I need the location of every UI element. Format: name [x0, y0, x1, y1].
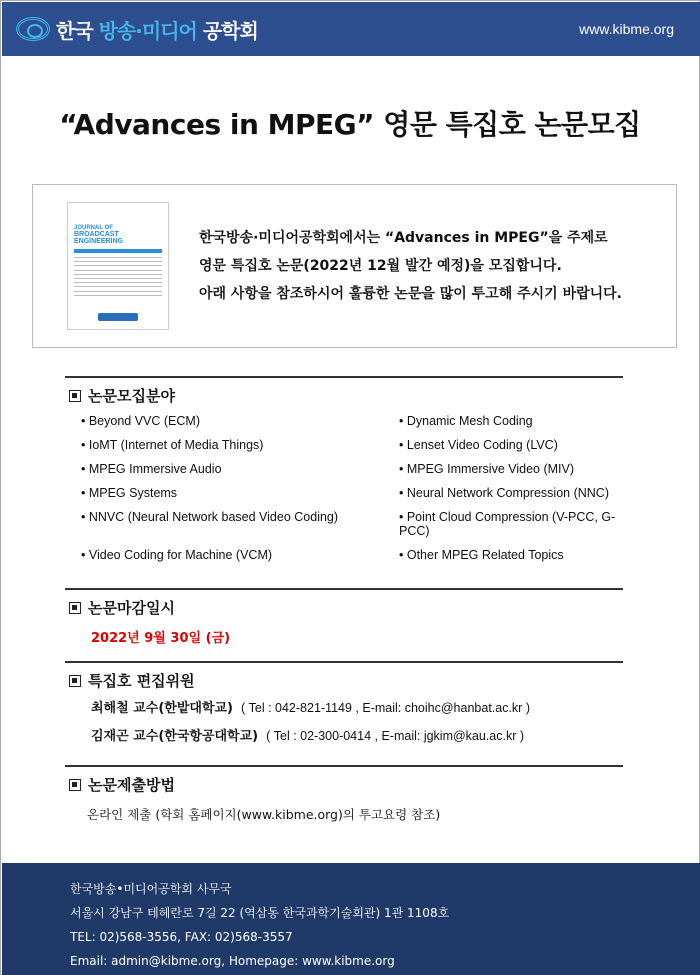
section-title: 논문제출방법 — [88, 776, 175, 794]
topic-item: • Dynamic Mesh Coding — [399, 414, 533, 428]
footer-line: Email: admin@kibme.org, Homepage: www.kibme.org — [70, 954, 395, 968]
footer-line: TEL: 02)568-3556, FAX: 02)568-3557 — [70, 930, 293, 944]
editor-row — [91, 701, 623, 716]
cover-logo-icon — [98, 313, 138, 321]
square-bullet-icon — [69, 390, 81, 402]
website-link[interactable]: www.kibme.org — [579, 21, 674, 37]
editor-name: 김재곤 교수(한국항공대학교) — [91, 729, 259, 744]
topic-item: • MPEG Immersive Audio — [81, 462, 222, 476]
cover-title: BROADCAST ENGINEERING — [74, 231, 124, 245]
topic-item: • MPEG Immersive Video (MIV) — [399, 462, 575, 476]
topic-item: • Lenset Video Coding (LVC) — [399, 438, 558, 452]
editor-contact: ( Tel : 02-300-0414 , E-mail: jgkim@kau.ac.kr ) — [266, 729, 525, 743]
header-bar — [2, 2, 700, 56]
editor-contact: ( Tel : 042-821-1149 , E-mail: choihc@hanbat.ac.kr ) — [241, 701, 530, 715]
submission-text: 온라인 제출 (학회 홈페이지(www.kibme.org)의 투고요령 참조) — [87, 807, 441, 822]
topic-item: • Point Cloud Compression (V-PCC, G-PCC) — [399, 510, 616, 538]
square-bullet-icon — [69, 675, 81, 687]
footer-line: 한국방송•미디어공학회 사무국 — [70, 882, 232, 896]
journal-cover-image — [67, 202, 169, 330]
section-fields — [65, 376, 623, 562]
section-title: 특집호 편집위원 — [88, 672, 195, 690]
topic-item: • Video Coding for Machine (VCM) — [81, 548, 273, 562]
section-title: 논문마감일시 — [88, 599, 175, 617]
intro-line: 아래 사항을 참조하시어 훌륭한 논문을 많이 투고해 주시기 바랍니다. — [199, 286, 622, 302]
editor-row — [91, 729, 623, 744]
logo-text: 공학회 — [202, 18, 258, 43]
topic-item: • Beyond VVC (ECM) — [81, 414, 200, 428]
intro-line: 영문 특집호 논문(2022년 12월 발간 예정)을 모집합니다. — [199, 258, 562, 274]
deadline-date: 2022년 9월 30일 (금) — [91, 631, 231, 646]
society-logo[interactable] — [16, 15, 258, 44]
footer-line: 서울시 강남구 테헤란로 7길 22 (역삼동 한국과학기술회관) 1관 1108호 — [70, 906, 450, 920]
page-title: “Advances in MPEG” 영문 특집호 논문모집 — [59, 108, 641, 141]
section-editors — [65, 661, 623, 744]
intro-line: 한국방송·미디어공학회에서는 “Advances in MPEG”을 주제로 — [199, 230, 608, 246]
topic-item: • Other MPEG Related Topics — [399, 548, 564, 562]
square-bullet-icon — [69, 779, 81, 791]
topic-item: • MPEG Systems — [81, 486, 178, 500]
section-submission — [65, 765, 623, 823]
editor-name: 최해철 교수(한밭대학교) — [91, 701, 233, 716]
square-bullet-icon — [69, 602, 81, 614]
intro-text — [199, 224, 622, 308]
topic-item: • IoMT (Internet of Media Things) — [81, 438, 264, 452]
intro-box — [32, 184, 677, 348]
logo-text: 한국 — [56, 18, 93, 43]
logo-emblem-icon — [16, 17, 50, 41]
topic-item: • NNVC (Neural Network based Video Coding) — [81, 510, 339, 524]
footer — [2, 863, 700, 975]
logo-text: 방송·미디어 — [98, 18, 197, 43]
topic-item: • Neural Network Compression (NNC) — [399, 486, 609, 500]
cover-title: JOURNAL OF — [74, 225, 113, 231]
section-title: 논문모집분야 — [88, 387, 175, 405]
section-deadline — [65, 588, 623, 646]
